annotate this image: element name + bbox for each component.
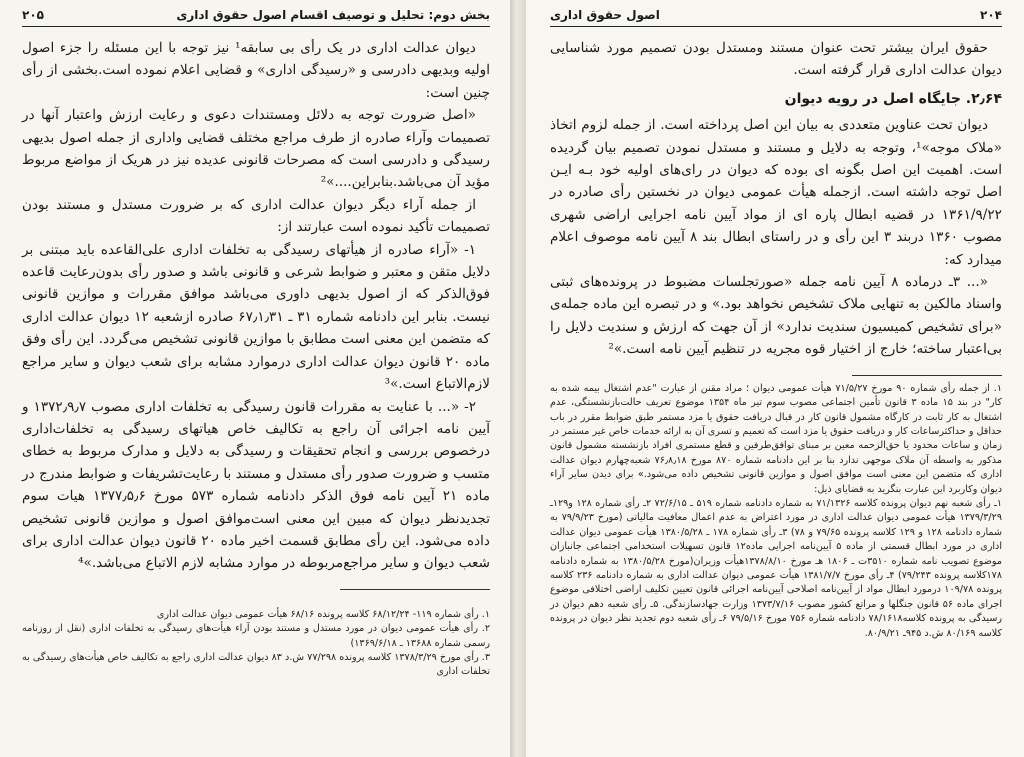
footnote: ۳. رأی مورخ ۱۳۷۸/۳/۲۹ کلاسه پرونده ۷۷/۲۹۸ ش.د ۸۳ دیوان عدالت اداری راجع به تکالیف خاص هیأت‌های رسیدگی به تخلفات اداری — [22, 651, 490, 678]
section-heading: ۲٫۶۴. جایگاه اصل در رویه دیوان — [784, 90, 1002, 107]
running-head-title: بخش دوم: تحلیل و توصیف اقسام اصول حقوق اداری — [176, 8, 490, 22]
footnotes — [550, 382, 1002, 641]
paragraph: دیوان تحت عناوین متعددی به بیان این اصل پرداخته است. از جمله لزوم اتخاذ «ملاک موجه»¹، وتوجه به دلایل و مستند و مستدل نمودن تصمیم بیان گردیده است. اهمیت این اصل بگونه ای بوده که دیوان در رای‌های اولیه خود بـه ایـن اصل توجه داشته است. ازجمله هیأت عمومی دیوان در نخستین رأی صادره در ۱۳۶۱/۹/۲۲ در قضیه ابطال پاره ای از مواد آیین نامه اجرایی اراضی شهری مصوب ۱۳۶۰ دربند ۳ این رأی و در راستای ابطال بند ۸ آیین نامه موصوف اعلام میدارد که: — [550, 117, 1003, 268]
left-page — [0, 0, 510, 757]
page-number: ۲۰۴ — [980, 8, 1002, 22]
page-number: ۲۰۵ — [22, 8, 44, 22]
footnote: ۱. رأی شماره ۱۱۹- ۶۸/۱۲/۲۴ کلاسه پرونده ۶۸/۱۶ هیأت عمومی دیوان عدالت اداری — [156, 608, 490, 620]
footnote-divider — [340, 589, 490, 590]
paragraph: حقوق ایران بیشتر تحت عنوان مستند ومستدل بودن تصمیم مورد شناسایی دیوان عدالت اداری قرار گرفته است. — [550, 40, 1002, 79]
footnotes — [22, 608, 490, 680]
footnote: ۱ـ رأی شعبه نهم دیوان پرونده کلاسه ۷۱/۱۳۲۶ به شماره دادنامه شماره ۵۱۹ ـ ۷۲/۶/۱۵ ۲ـ رأی شماره ۱۲۸ و۱۲۹ـ ۱۳۷۹/۳/۲۹ هیأت عمومی دیوان عدالت اداری در مورد اعتراض به عدم اعمال معافیت مالیاتی (مورخ ۷۹/۹/۲۳ به شماره دادنامه ۱۲۸ و ۱۲۹ کلاسه پرونده ۷۹/۶۵ و ۷۸) ۳ـ رأی شماره ۱۷۸ ـ ۱۳۸۰/۵/۲۸ هیأت عمومی دیوان عدالت اداری در مورد ابطال قسمتی از ماده ۵ آیین‌نامه اجرایی ماده۱۲ قانون تسهیلات استخدامی اجتماعی جانبازان موضوع تصویب نامه شماره ۳۵۱۰ت ـ ۱۸۰۶ هـ مورخ ۱۳۷۸/۸/۱۰هیأت وزیران(مورخ ۱۳۸۰/۵/۲۸ به شماره دادنامه ۱۷۸کلاسه پرونده ۷۹/۲۴۳) ۴ـ رأی مورخ ۱۳۸۱/۷/۷ هیأت عمومی دیوان عدالت اداری به شماره دادنامه ۲۳۶ کلاسه پرونده ۱۰۹/۷۸ درمورد ابطال مواد از آیین‌نامه اصلاحی آیین‌نامه اجرائی قانون تعیین تکلیف اراضی اختلافی موضوع اجرای ماده ۵۶ قانون جنگلها و مراتع کشور مصوب ۱۳۷۳/۷/۱۶ وزارت جهادسازندگی. ۵ـ رأی شعبه دهم دیوان در رسیدگی به پرونده کلاسه۷۸/۱۶۱۸ دادنامه شماره ۷۵۶ مورخ ۷۹/۵/۱۶ ۶ـ رأی شعبه دوم تجدید نظر دیوان در پرونده کلاسه ۸۰/۱۶۹ ش.د ۹۴۵ـ ۸۰/۹/۲۱. — [550, 497, 1002, 639]
paragraph: از جمله آراء دیگر دیوان عدالت اداری که بر ضرورت مستدل و مستند بودن تصمیمات تأکید نموده است عبارتند از: — [22, 196, 490, 236]
numbered-paragraph: ۲- «... با عنایت به مقررات قانون رسیدگی به تخلفات اداری مصوب ۱۳۷۲٫۹٫۷ و آیین نامه اجرائی آن راجع به تکالیف خاص هیاتهای رسیدگی به تخلفات‌اداری درخصوص بررسی و انجام تحقیقات و رسیدگی به دلایل و مدارک مربوط به خطای متسب و ضرورت صدور رأی مستدل و مستند با رعایت‌تشریفات و ضوابط مندرج در ماده ۲۱ آیین نامه فوق الذکر دادنامه شماره ۵۷۳ مورخ ۱۳۷۷٫۵٫۶ هیات سوم تجدیدنظر دیوان که مبین این معنی است‌موافق اصول و موازین قانونی تشخیص داده می‌شود. این رأی مطابق قسمت اخیر ماده ۲۰ قانون دیوان عدالت اداری برای شعب دیوان و سایر مراجع‌مربوطه در موارد مشابه لازم الاتباع می‌باشد.»⁴ — [22, 398, 491, 572]
body-text — [22, 37, 490, 575]
numbered-paragraph: ۱- «آراء صادره از هیأتهای رسیدگی به تخلفات اداری علی‌القاعده باید مبتنی بر دلایل متقن و معتبر و ضوابط شرعی و قانونی باشد و صدور رأی بدون‌رعایت قاعده فوق‌الذکر که از اصول بدیهی داوری می‌باشد موافق مقررات و موازین قانونی نیست. بنابر این دادنامه شماره ۳۱ ـ ۶۷٫۱٫۳۱ صادره ازشعبه ۱۲ دیوان عدالت اداری که متضمن این معنی است مطابق با موازین قانونی تشخیص می‌گردد. این رأی وفق ماده ۲۰ قانون دیوان عدالت اداری درموارد مشابه برای شعب دیوان و سایر مراجع لازم‌الاتباع است.»³ — [22, 241, 491, 393]
footnote: ۱. از جمله رأی شماره ۹۰ مورخ ۷۱/۵/۲۷ هیأت عمومی دیوان ؛ مراد مقنن از عبارت "عدم اشتغال بیمه شده به کار" در بند ۱۵ ماده ۳ قانون تأمین اجتماعی مصوب سوم تیر ماه ۱۳۵۴ موضوع تعریف حالت‌بازنشستگی، عدم اشتغال به کار ثابت در کارگاه مشمول قانون کار در قبال دریافت حقوق یا مزد مستمر طبق ضوابط مقرر در باب حداقل و حداکثرساعات کار و دریافت حقوق یا مزد است که تعمیم و تسری آن به ارائه خدمات خاص غیر مستمر در زمان و ساعات محدود یا حق‌الزحمه معین بر مبنای توافق‌طرفین و قطع مستمری افراد بازنشسته مشمول قانون مذکور به واسطه آن ملاک موجهی ندارد بنا بر این دادنامه شماره ۸۷۰ مورخ ۷۶٫۸٫۱۸ شعبه‌چهارم دیوان عدالت اداری که متضمن این معنی است موافق اصول و موازین قانونی تشخیص داده می‌شود.» برای دیدن سایر آراء دیوان وکاربرد این عبارت بنگرید به قضایای ذیل: — [550, 382, 1002, 495]
footnote: ۲. رأی هیأت عمومی دیوان در مورد مستدل و مستند بودن آراء هیأت‌های رسیدگی به تخلفات اداری (نقل از روزنامه رسمی شماره ۱۳۶۸۸ ـ ۱۳۶۹/۶/۱۸) — [22, 623, 490, 649]
right-page — [526, 0, 1024, 757]
body-text — [550, 37, 1002, 361]
running-head-title: اصول حقوق اداری — [550, 8, 660, 22]
running-head — [22, 8, 490, 27]
footnote-divider — [852, 375, 1002, 376]
quote-paragraph: «... ۳ـ درماده ۸ آیین نامه جمله «صورتجلسات مضبوط در پرونده‌های ثبتی واسناد مالکین به تنهایی ملاک تشخیص نخواهد بود.» و در تبصره این ماده جمله‌ی «برای تشخیص کمیسیون سندیت ندارد» از آن جهت که ارزش و سندیت دلایل را بی‌اعتبار ساخته؛ خارج از اختیار قوه مجریه در تنظیم آیین نامه است.»² — [550, 274, 1002, 358]
book-gutter — [510, 0, 526, 757]
quote-paragraph: «اصل ضرورت توجه به دلائل ومستندات دعوی و رعایت ارزش واعتبار آنها در تصمیمات وآراء صادره از طرف مراجع مختلف قضایی واداری از جمله اصول بدیهی رسیدگی و دادرسی است که مصرحات قانونی عدیده نیز در هریک از مواضع مربوط مؤید آن می‌باشد.بنابراین....»² — [22, 107, 490, 191]
paragraph: دیوان عدالت اداری در یک رأی بی سابقه¹ نیز توجه با این مسئله را جزء اصول اولیه وبدیهی دادرسی و «رسیدگی اداری» و قضایی اعلام نموده است.بخشی از رأی چنین است: — [22, 40, 490, 101]
running-head — [550, 8, 1002, 27]
